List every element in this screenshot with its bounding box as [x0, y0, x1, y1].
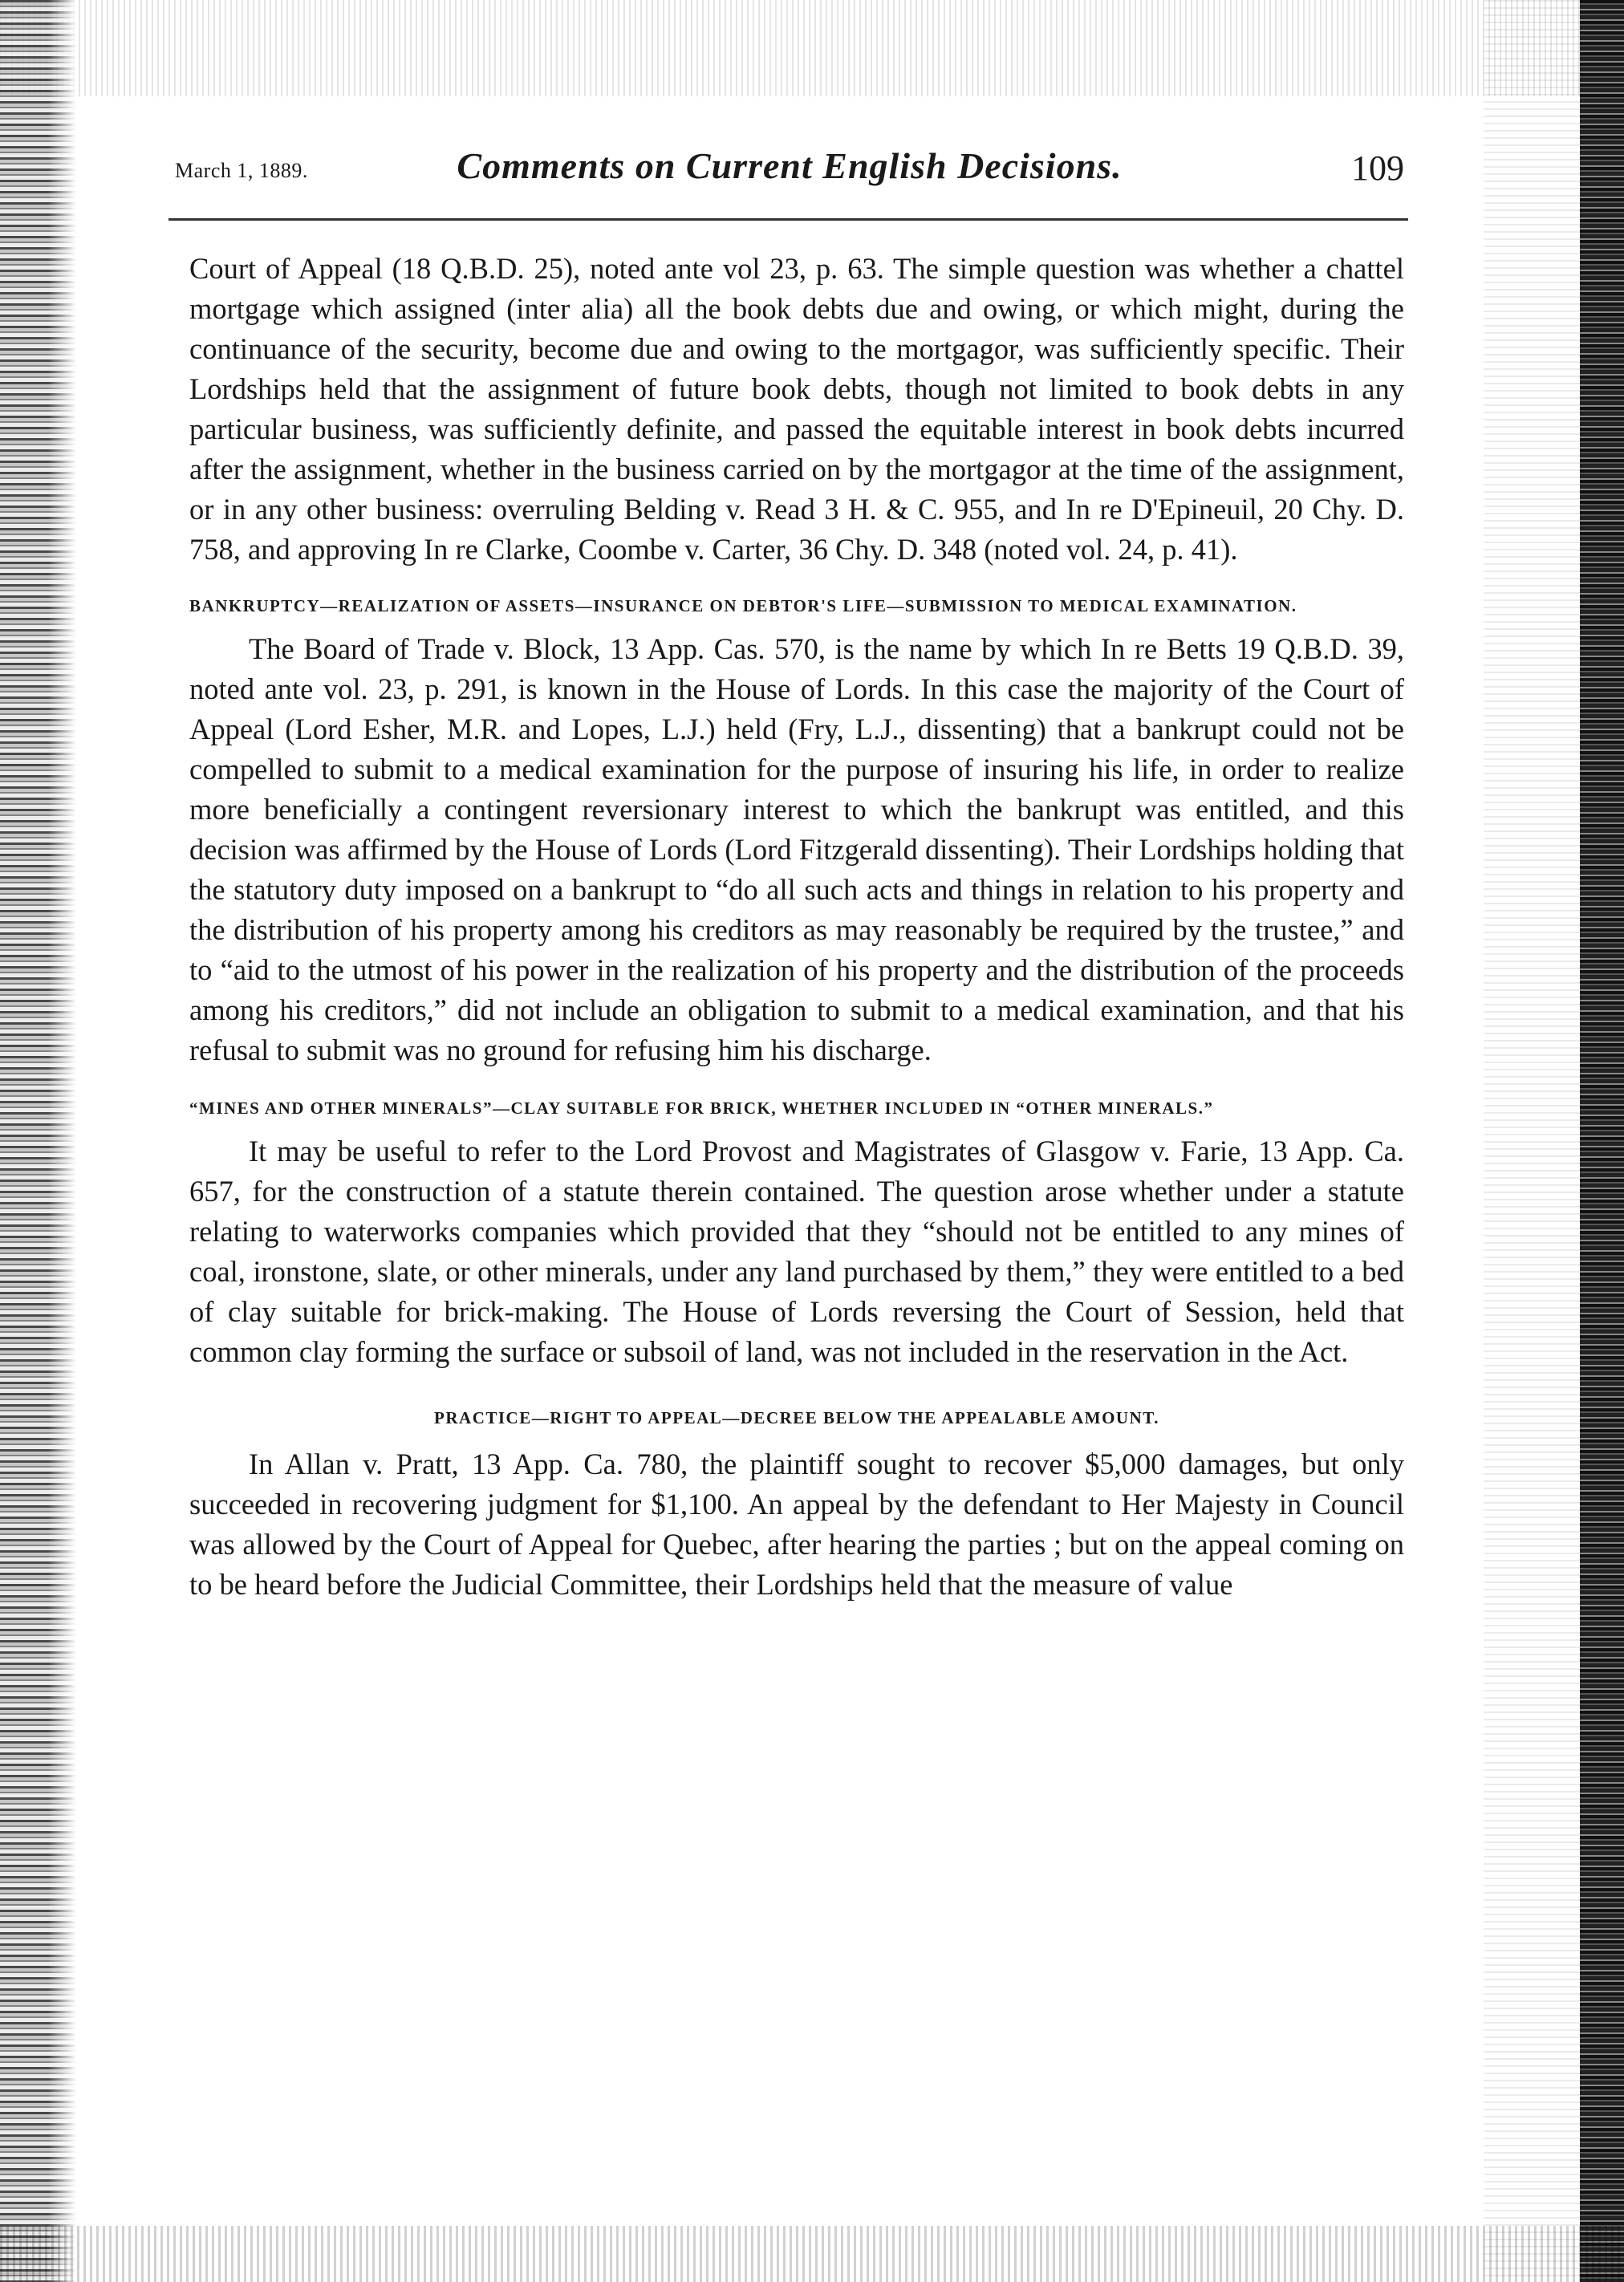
section-heading-mines-and-minerals: “MINES AND OTHER MINERALS”—CLAY SUITABLE FOR BRICK, WHETHER INCLUDED IN “OTHER MINERALS.” — [189, 1098, 1214, 1118]
scan-shadow-right — [1580, 0, 1624, 2282]
section-3-paragraph: In Allan v. Pratt, 13 App. Ca. 780, the plaintiff sought to recover $5,000 damages, but only succeeded in recovering judgment for $1,100. An appeal by the defendant to Her Majesty in Council was allowed by the Court of Appeal for Quebec, after hearing the parties ; but on the appeal coming on to be heard before the Judicial Committee, their Lordships held that the measure of value — [189, 1448, 1404, 1601]
header-rule — [168, 218, 1408, 221]
running-date: March 1, 1889. — [175, 159, 308, 182]
page-number: 109 — [1351, 148, 1404, 188]
section-1-paragraph: The Board of Trade v. Block, 13 App. Cas. 570, is the name by which In re Betts 19 Q.B.D. 39, noted ante vol. 23, p. 291, is known in the House of Lords. In this case the majority of the Court of Appeal (Lord Esher, M.R. and Lopes, L.J.) held (Fry, L.J., dissenting) that a bankrupt could not be compelled to submit to a medical examination for the purpose of insuring his life, in order to realize more beneficially a contingent reversionary interest to which the bankrupt was entitled, and this decision was affirmed by the House of Lords (Lord Fitzgerald dissenting). Their Lordships holding that the statutory duty imposed on a bankrupt to “do all such acts and things in relation to his property and the distribution of his property among his creditors as may reasonably be required by the trustee,” and to “aid to the utmost of his power in the realization of his property and the distribution of the proceeds among his creditors,” did not include an obligation to submit to a medical examination, and that his refusal to submit was no ground for refusing him his discharge. — [189, 632, 1404, 1066]
section-heading-practice: PRACTICE—RIGHT TO APPEAL—DECREE BELOW THE APPEALABLE AMOUNT. — [434, 1408, 1159, 1427]
scan-shadow-top — [0, 0, 1624, 96]
running-title: Comments on Current English Decisions. — [457, 145, 1123, 186]
section-heading-bankruptcy: BANKRUPTCY—REALIZATION OF ASSETS—INSURANCE ON DEBTOR'S LIFE—SUBMISSION TO MEDICAL EXAMINATION. — [189, 596, 1297, 615]
section-0-paragraph: Court of Appeal (18 Q.B.D. 25), noted ante vol 23, p. 63. The simple question was whether a chattel mortgage which assigned (inter alia) all the book debts due and owing, or which might, during the continuance of the security, become due and owing to the mortgagor, was sufficiently specific. Their Lordships held that the assignment of future book debts, though not limited to book debts in any particular business, was sufficiently definite, and passed the equitable interest in book debts incurred after the assignment, whether in the business carried on by the mortgagor at the time of the assignment, or in any other business: overruling Belding v. Read 3 H. & C. 955, and In re D'Epineuil, 20 Chy. D. 758, and approving In re Clarke, Coombe v. Carter, 36 Chy. D. 348 (noted vol. 24, p. 41). — [189, 252, 1404, 566]
scan-shadow-left — [0, 0, 76, 2282]
section-2-paragraph: It may be useful to refer to the Lord Provost and Magistrates of Glasgow v. Farie, 13 App. Ca. 657, for the construction of a statute therein contained. The question arose whether under a statute relating to waterworks companies which provided that they “should not be entitled to any mines of coal, ironstone, slate, or other minerals, under any land purchased by them,” they were entitled to a bed of clay suitable for brick-making. The House of Lords reversing the Court of Session, held that common clay forming the surface or subsoil of land, was not included in the reservation in the Act. — [189, 1135, 1404, 1368]
page-body — [189, 249, 1404, 1605]
running-header — [175, 141, 1404, 205]
scan-shadow-bottom — [0, 2226, 1624, 2282]
scan-shadow-right-inner — [1484, 0, 1580, 2282]
